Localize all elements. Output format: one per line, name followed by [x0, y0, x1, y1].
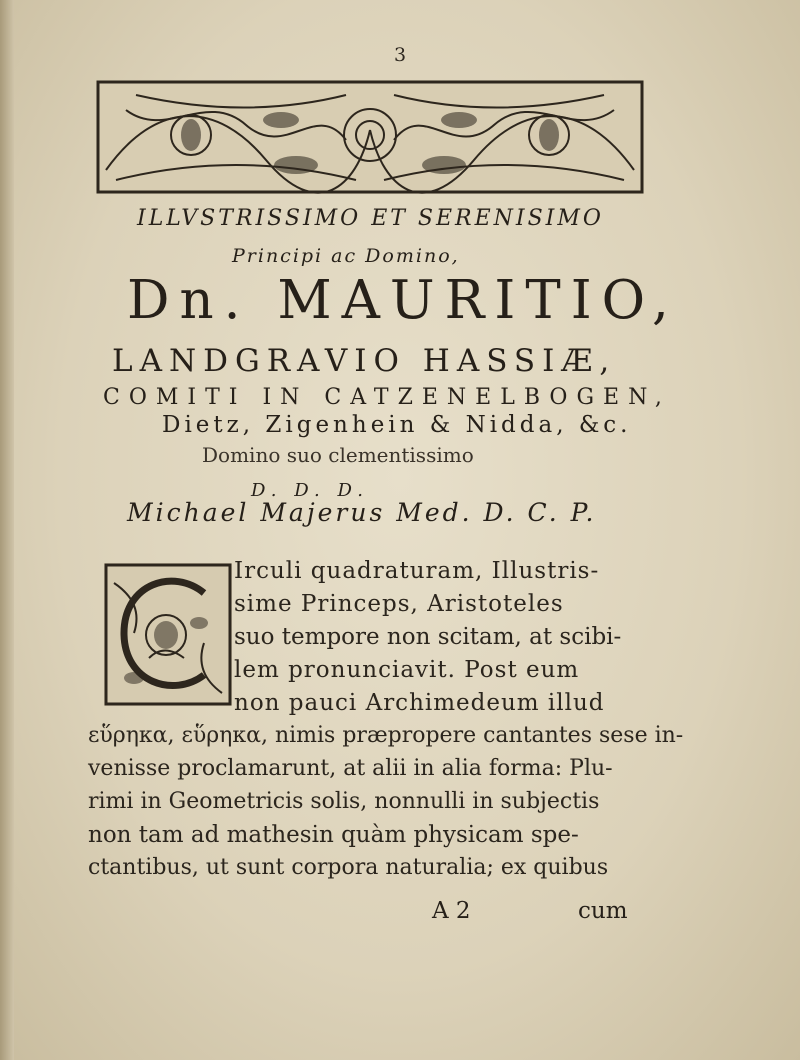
dedication-title: LANDGRAVIO HASSIÆ, [112, 343, 617, 379]
body-line-10: ctantibus, ut sunt corpora naturalia; ex quibus [88, 855, 609, 880]
signature-mark: A 2 [432, 898, 471, 924]
body-line-8: rimi in Geometricis solis, nonnulli in subjectis [88, 789, 600, 814]
dedication-line-2: Principi ac Domino, [232, 245, 460, 267]
body-line-6: εὕρηκα, εὕρηκα, nimis præpropere cantantes sese in- [88, 723, 684, 748]
catchword: cum [578, 898, 628, 924]
dedication-line-1: ILLVSTRISSIMO ET SERENISIMO [137, 206, 604, 231]
body-line-4: lem pronunciavit. Post eum [234, 657, 580, 683]
author-line: Michael Majerus Med. D. C. P. [127, 498, 597, 527]
dedication-line-6: Dietz, Zigenhein & Nidda, &c. [162, 412, 632, 438]
dedication-line-7: Domino suo clementissimo [202, 443, 474, 467]
body-line-9: non tam ad mathesin quàm physicam spe- [88, 822, 579, 848]
body-line-1: Irculi quadraturam, Illustris- [234, 558, 600, 584]
dedication-name: Dn. MAURITIO, [127, 270, 679, 331]
dedication-line-5: COMITI IN CATZENELBOGEN, [103, 385, 671, 410]
body-line-7: venisse proclamarunt, at alii in alia forma: Plu- [88, 756, 613, 781]
page-number: 3 [393, 44, 407, 66]
dedication-line-8: D. D. D. [251, 480, 369, 501]
body-line-3: suo tempore non scitam, at scibi- [234, 624, 622, 650]
body-line-2: sime Princeps, Aristoteles [234, 591, 564, 617]
body-line-5: non pauci Archimedeum illud [234, 690, 605, 716]
